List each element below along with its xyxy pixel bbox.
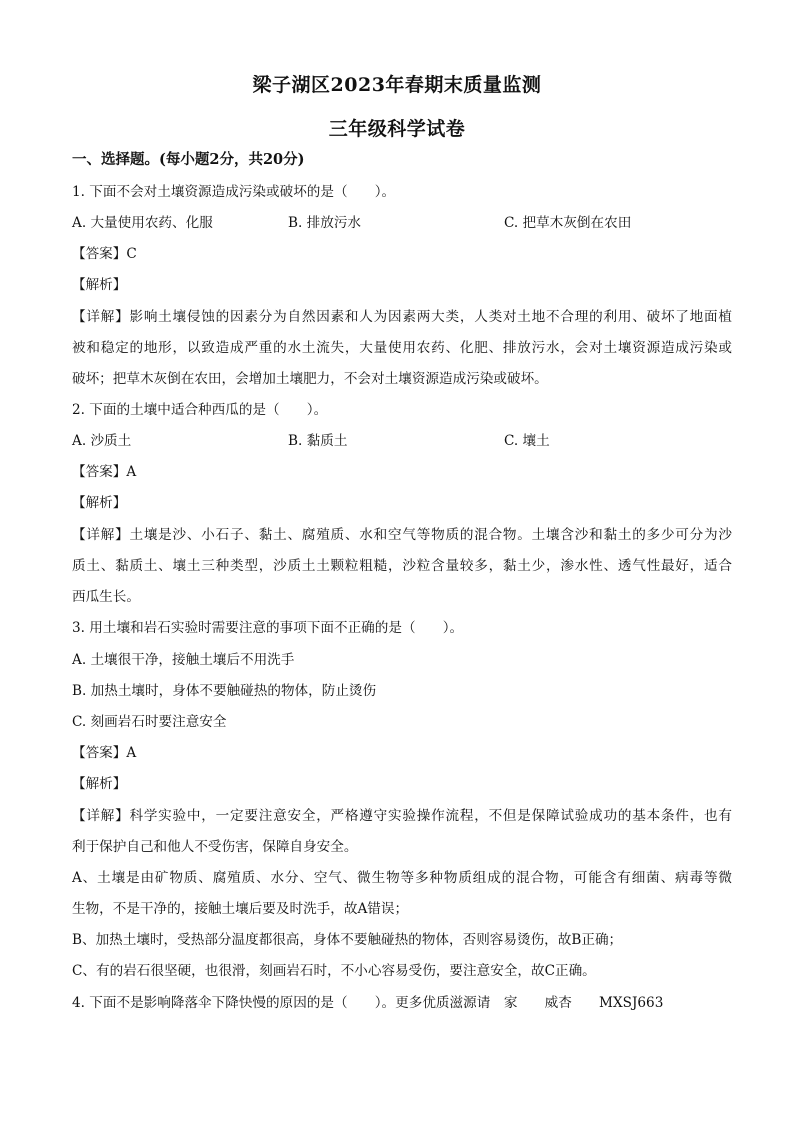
question-3-answer: 【答案】A [72, 745, 137, 761]
question-3-detail-line: A、土壤是由矿物质、腐殖质、水分、空气、微生物等多种物质组成的混合物，可能含有细菌、病毒等微 [72, 870, 732, 886]
question-2-detail-line: 【详解】土壤是沙、小石子、黏土、腐殖质、水和空气等物质的混合物。土壤含沙和黏土的多少可分为沙 [72, 527, 732, 543]
question-3-option-c: C. 刻画岩石时要注意安全 [72, 714, 227, 730]
section-heading: 一、选择题。(每小题2分，共20分) [72, 151, 305, 168]
question-2-option-b: B. 黏质土 [288, 433, 348, 449]
question-1-detail-line: 【详解】影响土壤侵蚀的因素分为自然因素和人为因素两大类，人类对土地不合理的利用、破坏了地面植 [72, 309, 732, 325]
question-1-stem: 1. 下面不会对土壤资源造成污染或破坏的是（ ）。 [72, 184, 396, 200]
question-3-stem: 3. 用土壤和岩石实验时需要注意的事项下面不正确的是（ ）。 [72, 620, 464, 636]
question-1-detail-line: 被和稳定的地形，以致造成严重的水土流失，大量使用农药、化肥、排放污水，会对土壤资源造成污染或 [72, 340, 732, 356]
question-2-detail-line: 质土、黏质土、壤土三种类型，沙质土土颗粒粗糙，沙粒含量较多，黏土少，渗水性、透气性最好，适合 [72, 558, 732, 574]
question-3-option-a: A. 土壤很干净，接触土壤后不用洗手 [72, 652, 295, 668]
question-2-option-a: A. 沙质土 [72, 433, 132, 449]
question-1-option-b: B. 排放污水 [288, 215, 362, 231]
question-1-option-c: C. 把草木灰倒在农田 [504, 215, 632, 231]
question-3-detail-line: 生物，不是干净的，接触土壤后要及时洗手，故A错误； [72, 901, 409, 917]
question-2-analysis-label: 【解析】 [72, 495, 127, 511]
question-2-stem: 2. 下面的土壤中适合种西瓜的是（ ）。 [72, 402, 328, 418]
question-3-analysis-label: 【解析】 [72, 776, 127, 792]
page-subtitle: 三年级科学试卷 [328, 118, 466, 140]
page-title: 梁子湖区2023年春期末质量监测 [252, 74, 542, 96]
question-2-detail-line: 西瓜生长。 [72, 589, 140, 605]
question-3-detail-line: C、有的岩石很坚硬，也很滑，刻画岩石时，不小心容易受伤，要注意安全，故C正确。 [72, 963, 596, 979]
question-1-detail-line: 破坏；把草木灰倒在农田，会增加土壤肥力，不会对土壤资源造成污染或破坏。 [72, 371, 548, 387]
question-1-option-a: A. 大量使用农药、化服 [72, 215, 213, 231]
question-1-answer: 【答案】C [72, 246, 137, 262]
question-2-option-c: C. 壤土 [504, 433, 550, 449]
question-4-stem: 4. 下面不是影响降落伞下降快慢的原因的是（ ）。更多优质滋源请 家 威杏 MXSJ663 [72, 995, 664, 1011]
question-2-answer: 【答案】A [72, 464, 137, 480]
question-3-detail-line: B、加热土壤时，受热部分温度都很高，身体不要触碰热的物体，否则容易烫伤，故B正确； [72, 932, 623, 948]
question-3-detail-line: 【详解】科学实验中，一定要注意安全，严格遵守实验操作流程，不但是保障试验成功的基本条件，也有 [72, 808, 732, 824]
question-3-option-b: B. 加热土壤时，身体不要触碰热的物体，防止烫伤 [72, 683, 377, 699]
question-1-analysis-label: 【解析】 [72, 277, 127, 293]
question-3-detail-line: 利于保护自己和他人不受伤害，保障自身安全。 [72, 839, 358, 855]
